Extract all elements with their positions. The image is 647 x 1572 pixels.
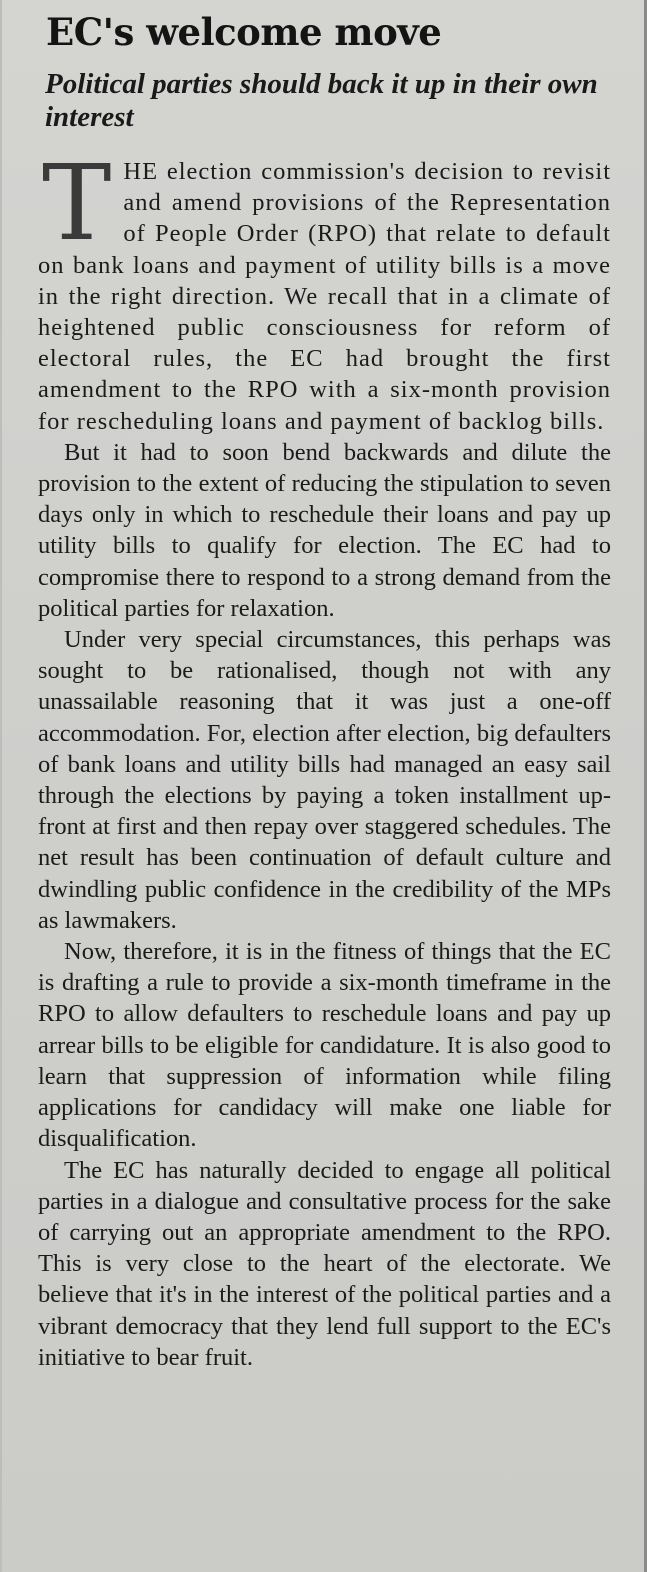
paragraph-2: But it had to soon bend backwards and dilute the provision to the extent of reducing the stipulation to seven days only in which to reschedule their loans and pay up utility bills to qualify for election. The EC had to compromise there to respond to a strong demand from the political parties for relaxation.	[38, 438, 611, 622]
article-body	[38, 142, 611, 1373]
drop-cap: T	[42, 142, 112, 264]
paragraph-4: Now, therefore, it is in the fitness of things that the EC is drafting a rule to provide a six-month timeframe in the RPO to allow defaulters to reschedule loans and pay up arrear bills to be eligible for candidature. It is also good to learn that suppression of information while filing applications for candidacy will make one liable for disqualification.	[38, 938, 611, 1153]
lead-text: HE election commission's decision to revisit and amend provisions of the Representation of People Order (RPO) that relate to default on bank loans and payment of utility bills is a move in the right direction. We recall that in a climate of heightened public consciousness for reform of electoral rules, the EC had brought the first amendment to the RPO with a six-month provision for rescheduling loans and payment of backlog bills.	[38, 158, 611, 435]
subheadline: Political parties should back it up in their own interest	[45, 68, 598, 133]
paragraph-5: The EC has naturally decided to engage all political parties in a dialogue and consultative process for the sake of carrying out an appropriate amendment to the RPO. This is very close to the heart of the electorate. We believe that it's in the interest of the political parties and a vibrant democracy that they lend full support to the EC's initiative to bear fruit.	[38, 1156, 611, 1371]
lead-paragraph	[38, 142, 611, 437]
paragraph-3: Under very special circumstances, this perhaps was sought to be rationalised, though not with any unassailable reasoning that it was just a one-off accommodation. For, election after election, big defaulters of bank loans and utility bills had managed an easy sail through the elections by paying a token installment up-front at first and then repay over staggered schedules. The net result has been continuation of default culture and dwindling public confidence in the credibility of the MPs as lawmakers.	[38, 626, 611, 934]
headline: EC's welcome move	[46, 10, 442, 54]
